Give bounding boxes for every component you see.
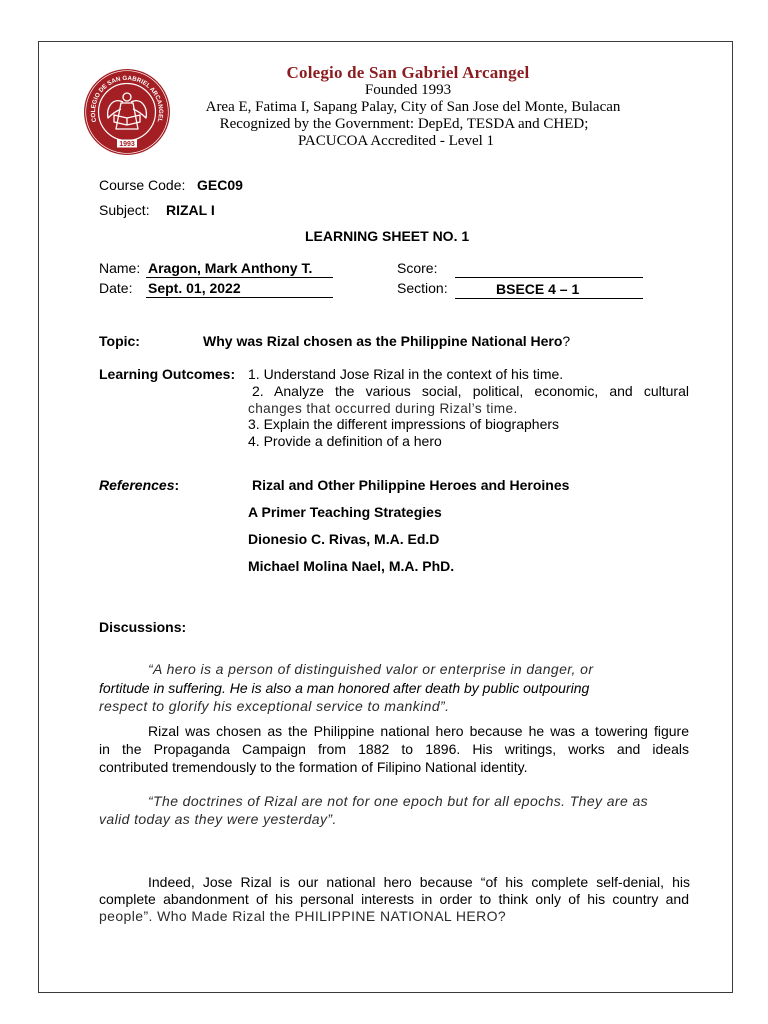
paragraph-line: complete abandonment of his personal interests in order to think only of his country and (99, 891, 689, 907)
score-field (455, 260, 643, 278)
quote-line: “A hero is a person of distinguished valor or enterprise in danger, or (148, 661, 594, 677)
topic-question-text: Why was Rizal chosen as the Philippine National Hero (203, 333, 563, 349)
topic-question (203, 333, 570, 350)
learning-outcome-line: changes that occurred during Rizal’s time. (248, 401, 518, 416)
quote-line: respect to glorify his exceptional service to mankind”. (99, 698, 450, 714)
section-label: Section: (397, 280, 448, 296)
date-label: Date: (99, 280, 133, 296)
learning-outcomes-label: Learning Outcomes: (99, 366, 236, 382)
school-seal-logo (84, 69, 170, 155)
references-label-text: References (99, 477, 175, 493)
paragraph-line: people”. Who Made Rizal the PHILIPPINE NATIONAL HERO? (99, 908, 507, 924)
score-label: Score: (397, 260, 438, 276)
quote-line: valid today as they were yesterday”. (99, 811, 337, 827)
topic-question-mark: ? (562, 333, 571, 349)
quote-line: fortitude in suffering. He is also a man honored after death by public outpouring (99, 680, 590, 696)
seal-ring-text: COLEGIO DE SAN GABRIEL ARCANGEL (89, 74, 165, 123)
name-label: Name: (99, 260, 141, 276)
subject-value: RIZAL I (166, 202, 215, 218)
learning-outcome-line: 3. Explain the different impressions of biographers (248, 416, 560, 432)
date-field: Sept. 01, 2022 (146, 280, 333, 298)
subject-label: Subject: (99, 202, 150, 218)
topic-label: Topic: (99, 333, 140, 349)
paragraph-line: in the Propaganda Campaign from 1882 to 1896. His writings, works and ideals (99, 741, 689, 757)
paragraph-line: contributed tremendously to the formation of Filipino National identity. (99, 759, 528, 775)
course-code-value: GEC09 (197, 177, 243, 193)
name-field: Aragon, Mark Anthony T. (146, 260, 333, 278)
learning-outcome-line: 2. Analyze the various social, political, economic, and cultural (252, 383, 689, 399)
learning-outcome-line: 1. Understand Jose Rizal in the context of his time. (248, 366, 564, 382)
paragraph-line: Rizal was chosen as the Philippine national hero because he was a towering figure (148, 723, 689, 739)
accreditation-line: PACUCOA Accredited - Level 1 (297, 133, 495, 149)
school-name: Colegio de San Gabriel Arcangel (286, 63, 530, 82)
paragraph-line: Indeed, Jose Rizal is our national hero because “of his complete self-denial, his (148, 874, 690, 890)
reference-item: Rizal and Other Philippine Heroes and Heroines (252, 477, 570, 493)
school-address: Area E, Fatima I, Sapang Palay, City of San Jose del Monte, Bulacan (205, 99, 621, 115)
references-label (99, 477, 179, 494)
course-code-label: Course Code: (99, 177, 186, 193)
reference-item: Dionesio C. Rivas, M.A. Ed.D (248, 531, 440, 547)
sheet-title: LEARNING SHEET NO. 1 (305, 228, 470, 244)
reference-item: Michael Molina Nael, M.A. PhD. (248, 558, 455, 574)
seal-year-text: 1993 (119, 141, 135, 148)
references-label-colon: : (174, 477, 180, 493)
quote-line: “The doctrines of Rizal are not for one epoch but for all epochs. They are as (148, 793, 649, 809)
section-field: BSECE 4 – 1 (455, 281, 643, 299)
reference-item: A Primer Teaching Strategies (248, 504, 442, 520)
discussions-label: Discussions: (99, 619, 187, 635)
learning-outcome-line: 4. Provide a definition of a hero (248, 433, 442, 449)
founded-year: Founded 1993 (364, 82, 452, 98)
government-recognition: Recognized by the Government: DepEd, TESDA and CHED; (219, 116, 589, 132)
